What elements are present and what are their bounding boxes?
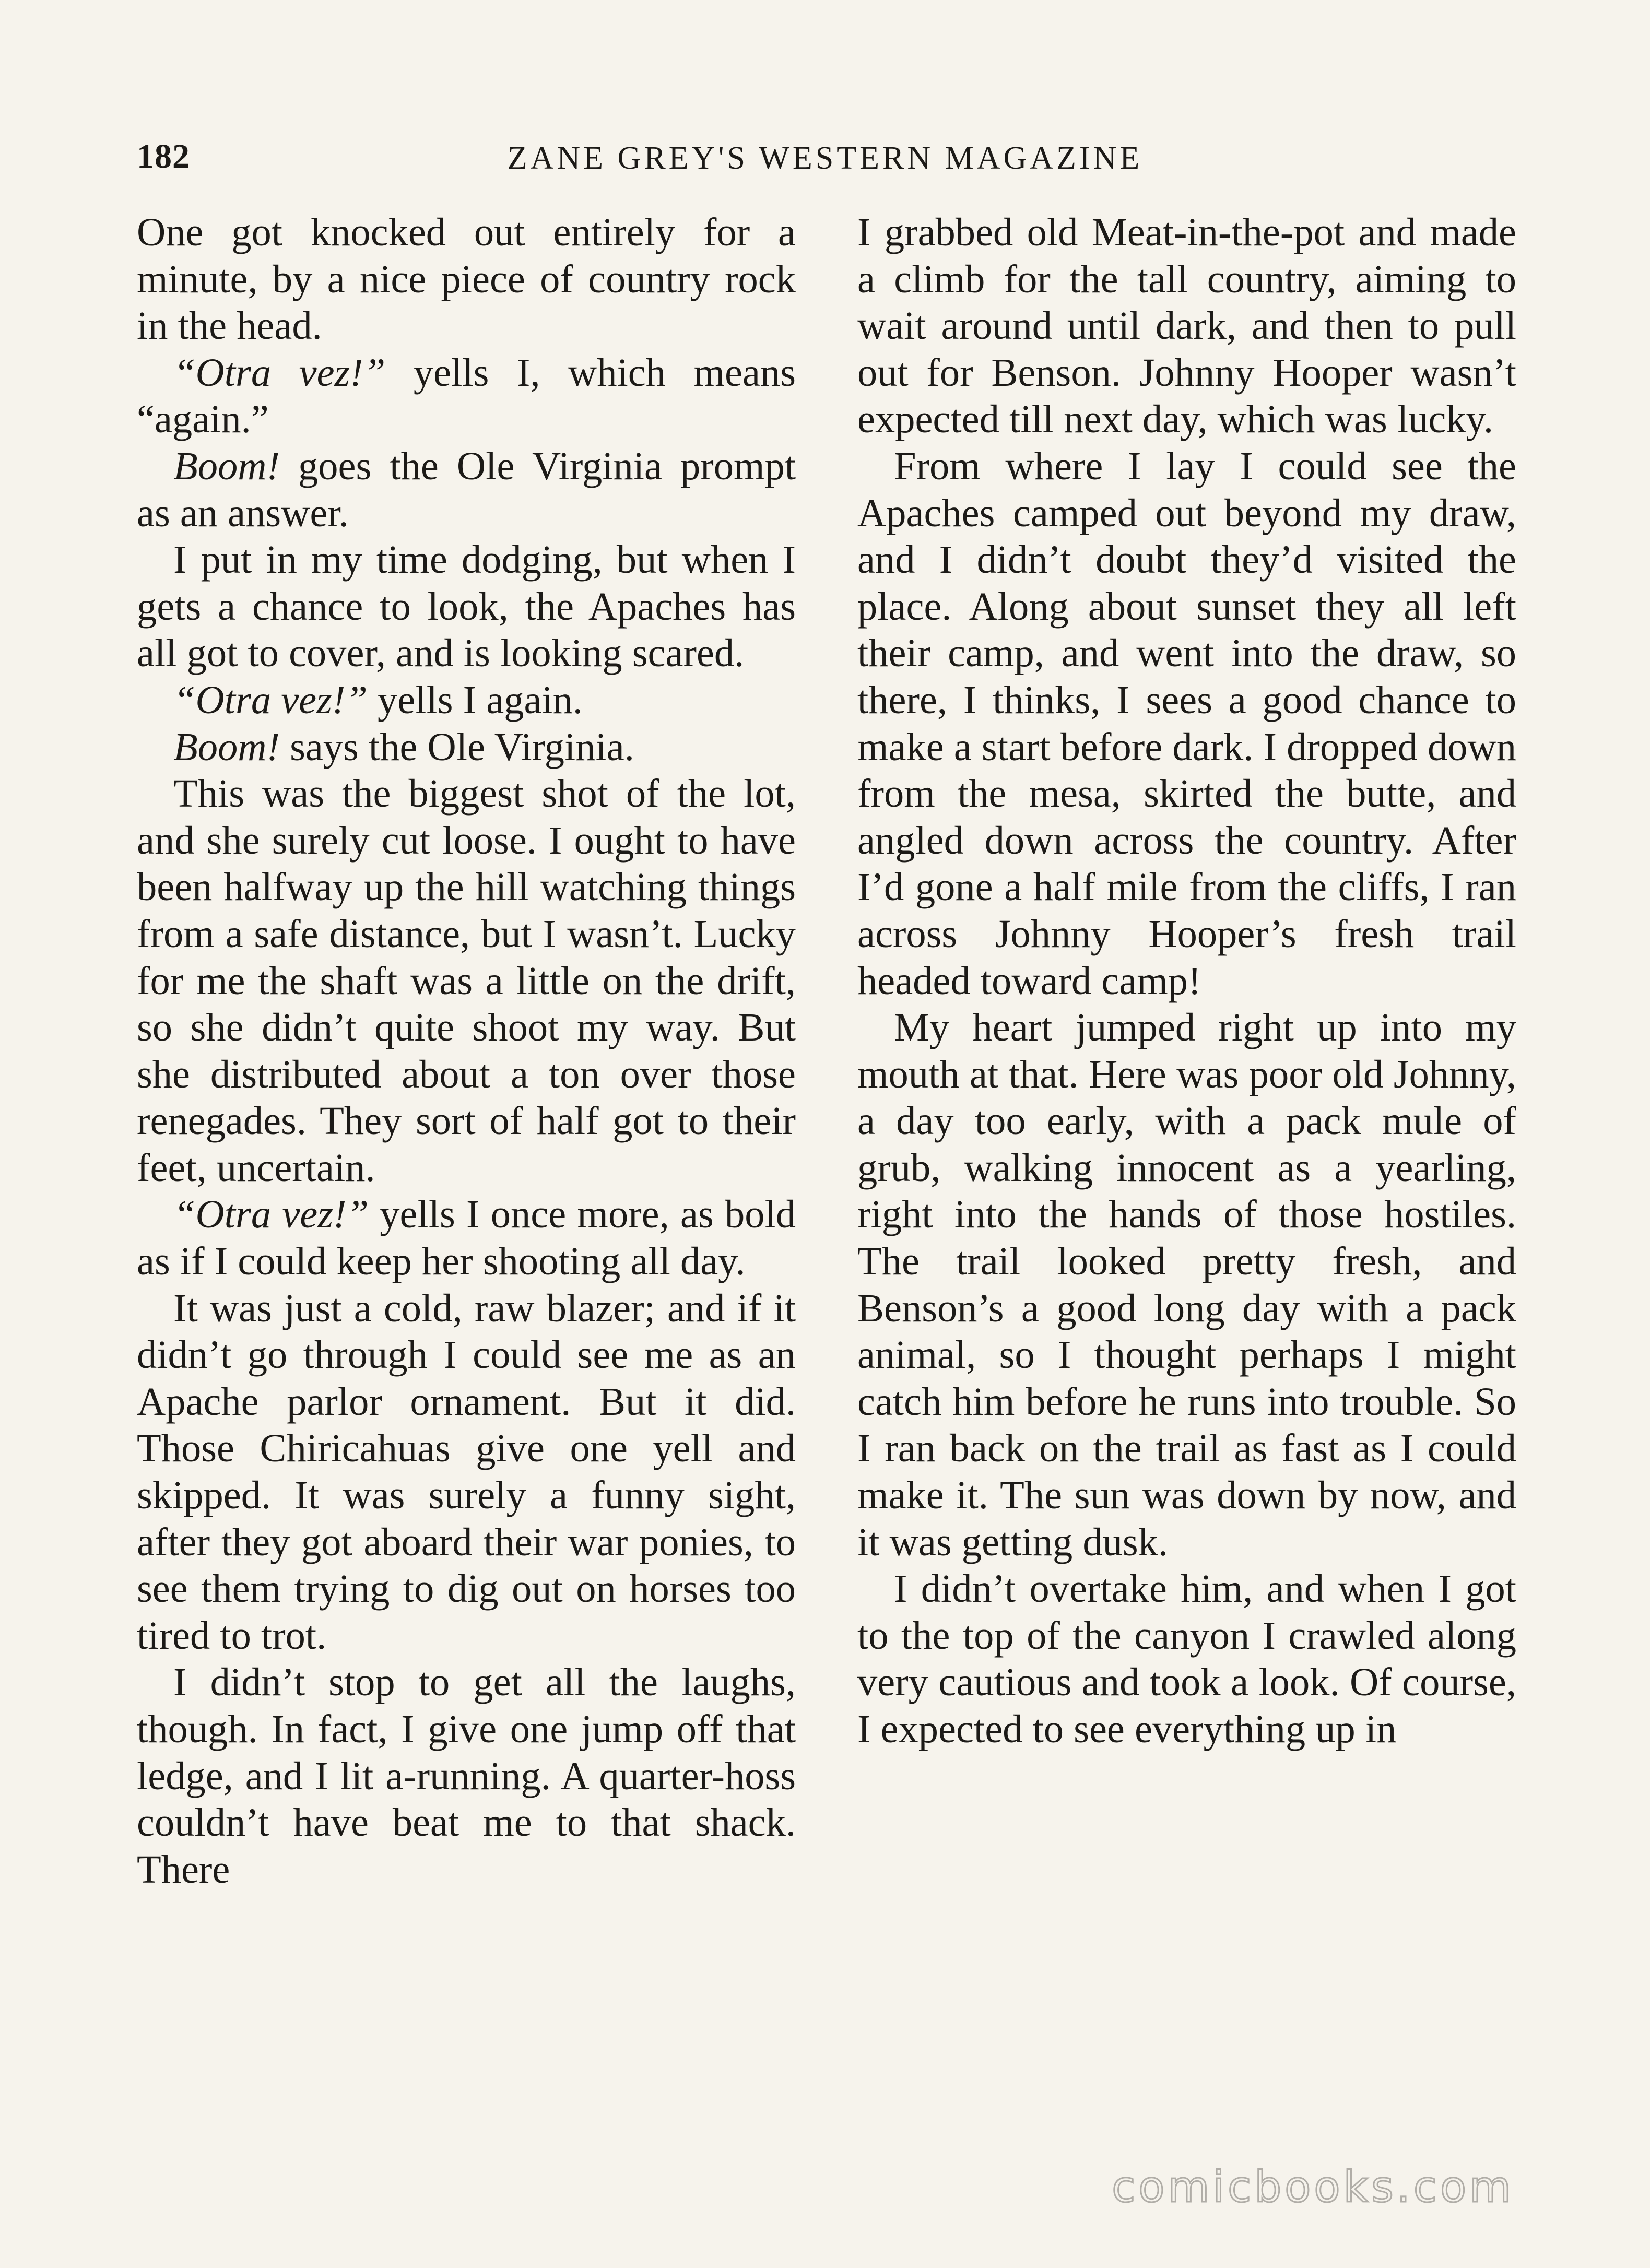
paragraph — [137, 724, 796, 771]
paragraph-italic-lead: “Otra vez!” — [173, 350, 386, 395]
left-text-column — [137, 209, 796, 1893]
paragraph-text: I didn’t stop to get all the laughs, though. In fact, I give one jump off that ledge, and I lit a-running. A quarter-hoss couldn’t have beat me to that shack. There — [137, 1660, 796, 1892]
running-head: ZANE GREY'S WESTERN MAGAZINE — [507, 140, 1143, 176]
watermark: comicbooks.com — [1112, 2163, 1514, 2212]
paragraph-text: It was just a cold, raw blazer; and if it didn’t go through I could see me as an Apache parlor ornament. But it did. Those Chiricahuas give one yell and skipped. It was surely a funny sight, after they got aboard their war ponies, to see them trying to dig out on horses too tired to trot. — [137, 1285, 796, 1658]
right-text-column — [857, 209, 1516, 1753]
paragraph — [137, 443, 796, 536]
paragraph-text: says the Ole Virginia. — [279, 724, 634, 769]
paragraph — [857, 1565, 1516, 1752]
paragraph-text: goes the Ole Virginia prompt as an answer. — [137, 443, 796, 535]
paragraph — [857, 209, 1516, 443]
paragraph-text: yells I again. — [367, 677, 583, 722]
paragraph-text: My heart jumped right up into my mouth at that. Here was poor old Johnny, a day too early, with a pack mule of grub, walking innocent as a yearling, right into the hands of those hostiles. The trail looked pretty fresh, and Benson’s a good long day with a pack animal, so I thought perhaps I might catch him before he runs into trouble. So I ran back on the trail as fast as I could make it. The sun was down by now, and it was getting dusk. — [857, 1005, 1516, 1564]
paragraph-text: From where I lay I could see the Apaches camped out beyond my draw, and I didn’t doubt they’d visited the place. Along about sunset they all left their camp, and went into the draw, so there, I thinks, I sees a good chance to make a start before dark. I dropped down from the mesa, skirted the butte, and angled down across the country. After I’d gone a half mile from the cliffs, I ran across Johnny Hooper’s fresh trail headed toward camp! — [857, 443, 1516, 1003]
paragraph-text: One got knocked out entirely for a minute, by a nice piece of country rock in the head. — [137, 210, 796, 348]
paragraph — [137, 1659, 796, 1893]
paragraph — [137, 1285, 796, 1659]
paragraph — [857, 1004, 1516, 1565]
paragraph-text: I grabbed old Meat-in-the-pot and made a climb for the tall country, aiming to wait around until dark, and then to pull out for Benson. Johnny Hooper wasn’t expected till next day, which was lucky. — [857, 210, 1516, 442]
paragraph-text: yells I, which means “again.” — [137, 350, 796, 442]
paragraph-italic-lead: Boom! — [173, 724, 280, 769]
paragraph — [137, 536, 796, 677]
paragraph — [137, 209, 796, 349]
paragraph-italic-lead: “Otra vez!” — [173, 677, 368, 722]
paragraph — [137, 1191, 796, 1284]
paragraph-italic-lead: “Otra vez!” — [173, 1192, 369, 1237]
paragraph — [137, 677, 796, 724]
paragraph — [137, 349, 796, 443]
paragraph-text: yells I once more, as bold as if I could keep her shooting all day. — [137, 1192, 796, 1284]
paragraph-text: I didn’t overtake him, and when I got to the top of the canyon I crawled along very cautious and took a look. Of course, I expected to see everything up in — [857, 1566, 1516, 1751]
paragraph — [857, 443, 1516, 1004]
paragraph — [137, 770, 796, 1191]
page-number: 182 — [137, 137, 190, 175]
paragraph-text: This was the biggest shot of the lot, and she surely cut loose. I ought to have been halfway up the hill watching things from a safe distance, but I wasn’t. Lucky for me the shaft was a little on the drift, so she didn’t quite shoot my way. But she distributed about a ton over those renegades. They sort of half got to their feet, uncertain. — [137, 771, 796, 1190]
paragraph-italic-lead: Boom! — [173, 443, 280, 488]
paragraph-text: I put in my time dodging, but when I gets a chance to look, the Apaches has all got to cover, and is looking scared. — [137, 537, 796, 676]
